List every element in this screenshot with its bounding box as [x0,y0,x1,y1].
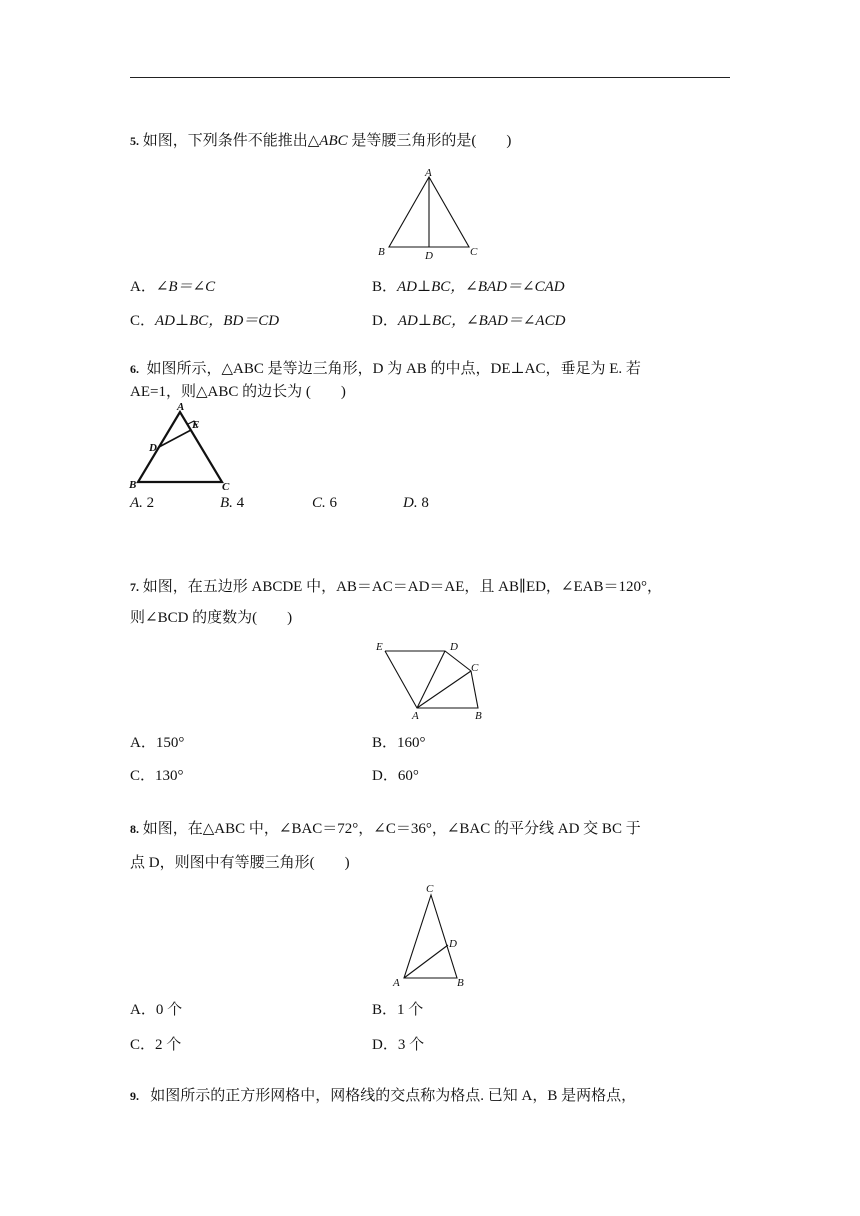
option-text: 2 [142,495,155,511]
q5-label-d: D [425,250,433,262]
option-letter: C． [130,1037,156,1053]
q7-figure [372,638,497,728]
q7-number: 7. [130,580,139,594]
q5-stem [130,130,511,152]
q7-line2: 则∠BCD 的度数为( ) [130,610,293,626]
q6-label-e: E [192,419,200,431]
q8-label-c: C [426,883,434,895]
q7-label-b: B [475,710,482,722]
q6-figure [128,400,243,495]
q5-option-c[interactable] [130,310,279,332]
option-text: 130° [155,768,184,784]
option-letter: D． [372,768,398,784]
q8-option-d[interactable] [372,1034,424,1056]
q6-stem-line1 [130,358,641,380]
q5-label-a: A [425,167,432,179]
option-text: 150° [155,735,185,751]
q6-option-a[interactable] [130,492,154,514]
q5-number: 5. [130,134,139,148]
q5-label-b: B [378,246,385,258]
option-text: 0 个 [155,1002,183,1018]
option-letter: C． [130,768,156,784]
header-rule [130,77,730,78]
option-letter: B． [372,279,398,295]
option-text: 6 [325,495,338,511]
option-text: 60° [397,768,419,784]
q6-line2: AE=1，则△ABC 的边长为 ( ) [130,384,346,400]
option-text: AD⊥BC，∠BAD＝∠ACD [397,313,566,329]
option-letter: A． [130,279,156,295]
q8-number: 8. [130,822,139,836]
option-letter: B． [372,735,398,751]
q7-stem-line2 [130,607,292,629]
option-letter: D． [372,313,398,329]
q6-option-b[interactable] [220,492,244,514]
q8-line1: 如图，在△ABC 中，∠BAC＝72°，∠C＝36°，∠BAC 的平分线 AD 交 BC 于 [142,821,641,837]
q8-option-a[interactable] [130,999,182,1021]
option-letter: D. [403,495,418,511]
option-text: 4 [232,495,245,511]
q7-line1: 如图，在五边形 ABCDE 中，AB＝AC＝AD＝AE，且 AB∥ED，∠EAB＝120°， [142,579,663,595]
q8-stem-line1 [130,818,641,840]
option-text: 8 [417,495,429,511]
q7-label-a: A [412,710,419,722]
q5-option-b[interactable] [372,276,565,298]
q8-label-a: A [393,977,400,989]
q7-diagonal-ac [417,671,471,708]
option-letter: D． [372,1037,398,1053]
q7-diagonal-ad [417,651,445,708]
q9-number: 9. [130,1089,139,1103]
q6-number: 6. [130,362,139,376]
option-text: 160° [397,735,426,751]
option-text: 1 个 [397,1002,424,1018]
q8-bisector-ad [404,945,448,978]
q8-option-c[interactable] [130,1034,181,1056]
option-text: AD⊥BC，BD＝CD [155,313,280,329]
option-text: AD⊥BC，∠BAD＝∠CAD [397,279,565,295]
option-text: 3 个 [397,1037,425,1053]
q5-stem-a: 如图，下列条件不能推出△ [142,133,320,149]
q5-label-c: C [470,246,478,258]
q8-figure [388,880,473,990]
q7-option-b[interactable] [372,732,426,754]
q9-stem-line1 [130,1085,636,1107]
q5-option-d[interactable] [372,310,565,332]
q5-option-a[interactable] [130,276,215,298]
q9-line1: 如图所示的正方形网格中，网格线的交点称为格点. 已知 A，B 是两格点， [150,1088,637,1104]
option-letter: A． [130,735,156,751]
q7-label-e: E [376,641,383,653]
q5-figure [375,165,485,265]
option-letter: B. [220,495,233,511]
q6-label-d: D [149,442,157,454]
q5-stem-abc: ABC [319,133,348,149]
option-letter: C. [312,495,326,511]
q6-option-c[interactable] [312,492,337,514]
q7-option-d[interactable] [372,765,419,787]
q7-stem-line1 [130,576,662,598]
q8-triangle [404,895,457,978]
q7-option-a[interactable] [130,732,184,754]
q6-line1: 如图所示，△ABC 是等边三角形，D 为 AB 的中点，DE⊥AC，垂足为 E. 若 [146,361,641,377]
option-letter: B． [372,1002,398,1018]
option-letter: A. [130,495,143,511]
q7-label-c: C [471,662,479,674]
q7-label-d: D [450,641,458,653]
q6-option-d[interactable] [403,492,429,514]
q8-line2: 点 D，则图中有等腰三角形( ) [130,855,350,871]
q5-stem-b: 是等腰三角形的是( ) [351,133,512,149]
q7-option-c[interactable] [130,765,184,787]
q8-stem-line2 [130,852,350,874]
q8-label-b: B [457,977,464,989]
q6-label-a: A [177,401,185,413]
option-text: 2 个 [155,1037,182,1053]
option-letter: C． [130,313,156,329]
option-text: ∠B＝∠C [155,279,216,295]
q6-label-b: B [129,479,137,491]
q6-label-c: C [222,481,230,493]
option-letter: A． [130,1002,156,1018]
q8-option-b[interactable] [372,999,423,1021]
q8-label-d: D [449,938,457,950]
